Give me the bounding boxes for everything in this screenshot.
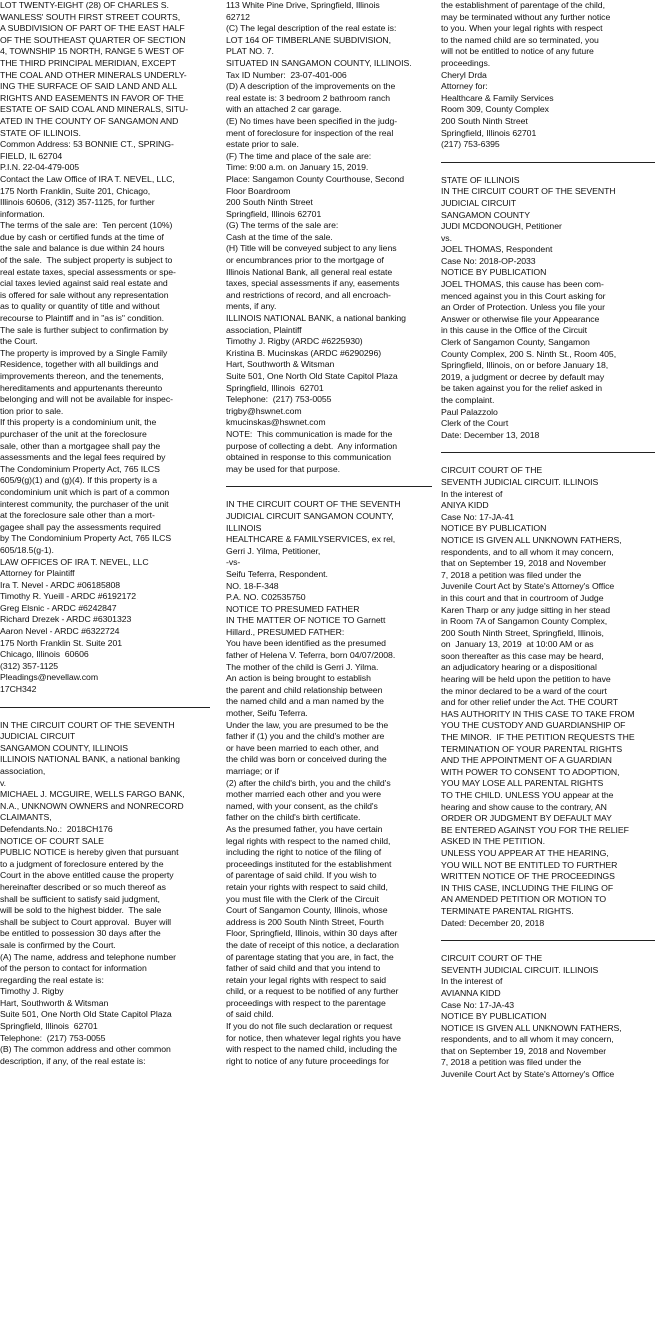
notice-line: MICHAEL J. MCGUIRE, WELLS FARGO BANK, — [0, 789, 185, 800]
notice-line: OF THE SOUTHEAST QUARTER OF SECTION — [0, 34, 186, 45]
notice-line: will be sold to the highest bidder. The sale — [0, 905, 162, 916]
notice-line: by The Condominium Property Act, 765 ILCS — [0, 533, 172, 544]
notice-line: 2019, a judgment or decree by default may — [441, 371, 605, 382]
notice-line: named, with your consent, as the child's — [226, 800, 378, 811]
court-sale-notice-continued — [226, 0, 432, 475]
notice-line: respondents, and to all whom it may concern, — [441, 1034, 614, 1045]
notice-line: If you do not file such declaration or request — [226, 1021, 393, 1032]
notice-line: NOTICE BY PUBLICATION — [441, 1011, 547, 1022]
notice-line: hearing will be held upon the petition to have — [441, 674, 611, 685]
notice-line: ATED IN THE COUNTY OF SANGAMON AND — [0, 115, 179, 126]
notice-line: An action is being brought to establish — [226, 673, 371, 684]
notice-line: YOU MAY LOSE ALL PARENTAL RIGHTS — [441, 778, 604, 789]
notice-line: Court of Sangamon County, Illinois, whose — [226, 905, 388, 916]
notice-line: Hart, Southworth & Witsman — [0, 997, 109, 1008]
notice-line: CIRCUIT COURT OF THE — [441, 465, 543, 476]
notice-line: P.A. NO. C02535750 — [226, 592, 306, 603]
notice-line: Telephone: (217) 753-0055 — [0, 1032, 106, 1043]
foreclosure-notice-nevel — [0, 0, 210, 696]
notice-line: Suite 501, One North Old State Capitol Plaza — [226, 371, 398, 381]
notice-line: Gerri J. Yilma, Petitioner, — [226, 545, 321, 556]
notice-line: TERMINATION OF YOUR PARENTAL RIGHTS — [441, 743, 623, 754]
notice-line: purpose of collecting a debt. Any information — [226, 440, 398, 451]
notice-line: real estate is: 3 bedroom 2 bathroom ranch — [226, 92, 391, 103]
notice-line: LAW OFFICES OF IRA T. NEVEL, LLC — [0, 556, 149, 567]
notice-line: condominium unit which is part of a common — [0, 486, 170, 497]
notice-line: JUDI MCDONOUGH, Petitioner — [441, 221, 562, 232]
notice-line: Clerk of the Court — [441, 418, 509, 429]
notice-line: NO. 18-F-348 — [226, 580, 279, 591]
notice-line: right to notice of any future proceedings for — [226, 1055, 389, 1066]
notice-line: sale, other than a mortgagee shall pay the — [0, 440, 161, 451]
notice-line: Timothy J. Rigby — [0, 986, 64, 997]
notice-line: v. — [0, 777, 7, 788]
notice-line: Illinois National Bank, all general real estate — [226, 266, 393, 277]
column-left — [0, 0, 210, 1335]
notice-line: sale is confirmed by the Court. — [0, 939, 116, 950]
notice-line: STATE OF ILLINOIS — [441, 174, 520, 185]
notice-line: A SUBDIVISION OF PART OF THE EAST HALF — [0, 23, 185, 34]
notice-line: ING THE SURFACE OF SAID LAND AND ALL — [0, 81, 178, 92]
notice-line: NOTICE TO PRESUMED FATHER — [226, 603, 360, 614]
notice-line: assessments and the legal fees required by — [0, 452, 166, 463]
notice-line: IN THIS CASE, INCLUDING THE FILING OF — [441, 882, 614, 893]
notice-line: of parentage of said child. If you wish to — [226, 870, 377, 881]
notice-line: Cheryl Drda — [441, 69, 487, 80]
notice-line: be entitled to possession 30 days after the — [0, 928, 161, 939]
notice-line: belonging and will not be available for inspec- — [0, 394, 173, 405]
notice-line: IN THE CIRCUIT COURT OF THE SEVENTH — [226, 499, 401, 510]
notice-line: an Order of Protection. Unless you file your — [441, 302, 605, 313]
notice-line: (217) 753-6395 — [441, 139, 500, 150]
notice-line: Dated: December 20, 2018 — [441, 917, 545, 928]
notice-line: father on the child's birth certificate. — [226, 812, 361, 823]
notice-line: the child was born or conceived during the — [226, 754, 387, 765]
notice-line: (G) The terms of the sale are: — [226, 220, 339, 231]
notice-line: or have been married to each other, and — [226, 742, 379, 753]
notice-line: Case No: 2018-OP-2033 — [441, 255, 536, 266]
notice-line: of the person to contact for information — [0, 963, 147, 974]
notice-line: Healthcare & Family Services — [441, 92, 554, 103]
notice-line: the sale and balance is due within 24 hours — [0, 243, 165, 254]
notice-line: the minor declared to be a ward of the court — [441, 685, 607, 696]
notice-line: AN AMENDED PETITION OR MOTION TO — [441, 894, 607, 905]
notice-line: Aaron Nevel - ARDC #6322724 — [0, 626, 120, 637]
notice-line: (D) A description of the improvements on the — [226, 81, 396, 92]
notice-line: 7, 2018 a petition was filed under the — [441, 569, 582, 580]
notice-line: Karen Tharp or any judge sitting in her stead — [441, 604, 611, 615]
notice-line: will not be entitled to notice of any future — [441, 46, 594, 57]
notice-line: father of said child and that you intend to — [226, 963, 381, 974]
notice-line: P.I.N. 22-04-479-005 — [0, 162, 80, 173]
notice-line: for notice, then whatever legal rights you have — [226, 1032, 401, 1043]
notice-line: Richard Drezek - ARDC #6301323 — [0, 614, 132, 625]
notice-line: PUBLIC NOTICE is hereby given that pursuant — [0, 847, 179, 858]
notice-line: SEVENTH JUDICIAL CIRCUIT. ILLINOIS — [441, 476, 599, 487]
notice-line: Date: December 13, 2018 — [441, 429, 540, 440]
notice-line: (B) The common address and other common — [0, 1044, 171, 1055]
notice-line: The sale is further subject to confirmation by — [0, 324, 169, 335]
notice-line: purchaser of the unit at the foreclosure — [0, 428, 147, 439]
notice-line: ASKED IN THE PETITION. — [441, 836, 545, 847]
notice-divider — [441, 940, 655, 941]
notice-line: on January 13, 2019 at 10:00 AM or as — [441, 639, 594, 650]
notice-line: Cash at the time of the sale. — [226, 231, 333, 242]
notice-line: Springfield, Illinois, on or before January 18, — [441, 360, 609, 371]
notice-line: the establishment of parentage of the child, — [441, 0, 605, 10]
notice-line: LOT 164 OF TIMBERLANE SUBDIVISION, — [226, 34, 392, 45]
notice-line: NOTICE IS GIVEN ALL UNKNOWN FATHERS, — [441, 534, 622, 545]
notice-line: SITUATED IN SANGAMON COUNTY, ILLINOIS. — [226, 57, 412, 68]
notice-line: Answer or otherwise file your Appearance — [441, 313, 600, 324]
notice-line: ments, if any. — [226, 301, 277, 312]
notice-line: Illinois 60606, (312) 357-1125, for further — [0, 197, 155, 208]
notice-line: THE COAL AND OTHER MINERALS UNDERLY- — [0, 69, 187, 80]
notice-divider — [226, 486, 432, 487]
notice-line: IN THE CIRCUIT COURT OF THE SEVENTH — [0, 719, 175, 730]
notice-line: PLAT NO. 7. — [226, 46, 274, 57]
notice-line: Clerk of Sangamon County, Sangamon — [441, 337, 590, 348]
notice-line: (A) The name, address and telephone number — [0, 951, 176, 962]
notice-line: may be terminated without any further notice — [441, 11, 611, 22]
notice-line: is offered for sale without any representation — [0, 289, 169, 300]
column-right — [441, 0, 655, 1335]
notice-line: ILLINOIS NATIONAL BANK, a national banking — [0, 754, 180, 765]
notice-line: Attorney for: — [441, 81, 488, 92]
juvenile-notice-aniya-kidd — [441, 465, 655, 929]
notice-line: and for other relief under the Act. THE COURT — [441, 697, 619, 708]
notice-line: 62712 — [226, 11, 250, 22]
notice-line: that on September 19, 2018 and November — [441, 1045, 607, 1056]
notice-line: Juvenile Court Act by State's Attorney's Office — [441, 1069, 615, 1080]
notice-line: JOEL THOMAS, this cause has been com- — [441, 279, 604, 290]
notice-line: RIGHTS AND EASEMENTS IN FAVOR OF THE — [0, 92, 184, 103]
notice-line: The property is improved by a Single Family — [0, 347, 168, 358]
notice-line: of parentage stating that you are, in fact, the — [226, 951, 394, 962]
notice-line: an adjudicatory hearing or a dispositional — [441, 662, 597, 673]
notice-line: Kristina B. Mucinskas (ARDC #6290296) — [226, 347, 382, 358]
notice-line: Court in the above entitled cause the property — [0, 870, 174, 881]
notice-line: (F) The time and place of the sale are: — [226, 150, 372, 161]
notice-line: in this court and that in courtroom of Judge — [441, 592, 604, 603]
notice-line: Floor Boardroom — [226, 185, 291, 196]
notice-line: may be used for that purpose. — [226, 463, 340, 474]
notice-line: Juvenile Court Act by State's Attorney's Office — [441, 581, 615, 592]
notice-line: IN THE CIRCUIT COURT OF THE SEVENTH — [441, 186, 616, 197]
notice-line: (H) Title will be conveyed subject to any liens — [226, 243, 397, 254]
notice-line: WRITTEN NOTICE OF THE PROCEEDINGS — [441, 871, 615, 882]
notice-line: The Condominium Property Act, 765 ILCS — [0, 463, 160, 474]
notice-divider — [441, 452, 655, 453]
notice-line: shall be sufficient to satisfy said judgment, — [0, 893, 160, 904]
notice-line: you must file with the Clerk of the Circuit — [226, 893, 379, 904]
notice-line: interest community, the purchaser of the unit — [0, 498, 169, 509]
notice-line: and restrictions of record, and all encroach- — [226, 289, 391, 300]
notice-line: 605/18.5(g-1). — [0, 544, 54, 555]
notice-line: Floor, Springfield, Illinois, within 30 days after — [226, 928, 398, 939]
notice-line: AVIANNA KIDD — [441, 987, 501, 998]
notice-line: WANLESS' SOUTH FIRST STREET COURTS, — [0, 11, 181, 22]
notice-line: SANGAMON COUNTY, ILLINOIS — [0, 742, 128, 753]
notice-line: the Court. — [0, 336, 38, 347]
notice-line: Under the law, you are presumed to be the — [226, 719, 389, 730]
notice-line: with an attached 2 car garage. — [226, 104, 342, 115]
notice-line: (E) No times have been specified in the judg- — [226, 115, 398, 126]
notice-line: 4, TOWNSHIP 15 NORTH, RANGE 5 WEST OF — [0, 46, 185, 57]
notice-line: In the interest of — [441, 488, 503, 499]
notice-line: real estate taxes, special assessments or spe- — [0, 266, 176, 277]
notice-line: If this property is a condominium unit, the — [0, 417, 157, 428]
order-of-protection-notice — [441, 175, 655, 442]
notice-line: legal rights with respect to the named child, — [226, 835, 391, 846]
notice-line: association, — [0, 766, 46, 776]
notice-line: CLAIMANTS, — [0, 812, 52, 823]
presumed-father-notice — [226, 499, 432, 1067]
notice-line: description, if any, of the real estate is: — [0, 1055, 146, 1066]
notice-line: ANIYA KIDD — [441, 500, 489, 511]
court-sale-notice-mcguire — [0, 720, 210, 1068]
notice-line: or encumbrances prior to the mortgage of — [226, 255, 384, 266]
notice-line: County Complex, 200 S. Ninth St., Room 405, — [441, 348, 617, 359]
notice-line: Suite 501, One North Old State Capitol Plaza — [0, 1009, 172, 1020]
notice-line: NOTICE BY PUBLICATION — [441, 267, 547, 278]
notice-line: FIELD, IL 62704 — [0, 150, 63, 161]
notice-line: hereinafter described or so much thereof as — [0, 881, 166, 892]
notice-line: trigby@hswnet.com — [226, 405, 302, 416]
notice-line: As the presumed father, you have certain — [226, 823, 383, 834]
notice-line: You have been identified as the presumed — [226, 638, 386, 649]
notice-line: shall be subject to Court approval. Buyer will — [0, 916, 172, 927]
notice-line: JUDICIAL CIRCUIT — [441, 197, 517, 208]
notice-line: Ira T. Nevel - ARDC #06185808 — [0, 579, 121, 590]
notice-line: regarding the real estate is: — [0, 974, 104, 985]
notice-line: Springfield, Illinois 62701 — [441, 127, 537, 138]
notice-line: Springfield, Illinois 62701 — [226, 208, 322, 219]
notice-line: soon thereafter as this case may be heard, — [441, 650, 604, 661]
notice-line: TERMINATE PARENTAL RIGHTS. — [441, 905, 574, 916]
notice-line: cial taxes levied against said real estate and — [0, 278, 168, 289]
notice-line: at the foreclosure sale other than a mort- — [0, 510, 155, 521]
notice-line: tion prior to sale. — [0, 405, 64, 416]
notice-line: in this cause in the Office of the Circuit — [441, 325, 587, 336]
notice-line: to you. When your legal rights with respect — [441, 23, 603, 34]
notice-line: YOU WILL NOT BE ENTITLED TO FURTHER — [441, 859, 618, 870]
notice-line: UNLESS YOU APPEAR AT THE HEARING, — [441, 847, 609, 858]
notice-line: TO THE CHILD. UNLESS YOU appear at the — [441, 790, 614, 800]
notice-line: 175 North Franklin, Suite 201, Chicago, — [0, 185, 151, 196]
juvenile-notice-avianna-kidd — [441, 953, 655, 1081]
notice-line: SANGAMON COUNTY — [441, 209, 531, 220]
notice-line: ILLINOIS — [226, 522, 262, 533]
notice-line: be taken against you for the relief asked in — [441, 383, 603, 394]
notice-divider — [441, 162, 655, 163]
notice-line: AND THE APPOINTMENT OF A GUARDIAN — [441, 755, 612, 766]
notice-line: LOT TWENTY-EIGHT (28) OF CHARLES S. — [0, 0, 169, 10]
notice-line: THE THIRD PRINCIPAL MERIDIAN, EXCEPT — [0, 57, 177, 68]
notice-line: the parent and child relationship between — [226, 684, 383, 695]
notice-line: Case No: 17-JA-41 — [441, 511, 515, 522]
notice-line: 200 South Ninth Street, Springfield, Illinois, — [441, 627, 604, 638]
presumed-father-notice-continued — [441, 0, 655, 151]
notice-line: father if (1) you and the child's mother are — [226, 731, 385, 742]
notice-line: mother, Seifu Teferra. — [226, 708, 308, 719]
notice-line: YOU THE CUSTODY AND GUARDIANSHIP OF — [441, 720, 626, 731]
notice-line: to the named child are so terminated, you — [441, 34, 599, 45]
notice-line: Attorney for Plaintiff — [0, 568, 75, 579]
notice-line: 175 North Franklin St. Suite 201 — [0, 637, 123, 648]
notice-line: proceedings with respect to the parentage — [226, 997, 386, 1008]
notice-line: Hillard., PRESUMED FATHER: — [226, 626, 345, 637]
notice-line: Springfield, Illinois 62701 — [0, 1021, 98, 1032]
notice-line: with respect to the named child, including the — [226, 1044, 398, 1055]
notice-line: Springfield, Illinois 62701 — [226, 382, 324, 393]
notice-line: retain your legal rights with respect to said — [226, 974, 386, 985]
notice-line: Telephone: (217) 753-0055 — [226, 394, 332, 405]
notice-line: NOTICE BY PUBLICATION — [441, 523, 547, 534]
notice-line: due by cash or certified funds at the time of — [0, 231, 164, 242]
notice-line: Case No: 17-JA-43 — [441, 999, 515, 1010]
notice-line: as to quality or quantity of title and without — [0, 301, 160, 312]
notice-line: Common Address: 53 BONNIE CT., SPRING- — [0, 139, 174, 150]
notice-line: 113 White Pine Drive, Springfield, Illinois — [226, 0, 380, 10]
notice-line: the named child and a man named by the — [226, 696, 384, 707]
notice-line: the date of receipt of this notice, a declaration — [226, 939, 399, 950]
notice-line: in Room 7A of Sangamon County Complex, — [441, 616, 608, 627]
notice-line: of the sale. The subject property is subject to — [0, 255, 173, 266]
notice-line: JOEL THOMAS, Respondent — [441, 244, 553, 255]
notice-line: NOTICE OF COURT SALE — [0, 835, 104, 846]
notice-line: kmucinskas@hswnet.com — [226, 417, 326, 428]
notice-line: JUDICIAL CIRCUIT — [0, 731, 76, 742]
notice-line: address is 200 South Ninth Street, Fourth — [226, 916, 384, 927]
notice-line: CIRCUIT COURT OF THE — [441, 953, 543, 964]
notice-line: Residence, together with all buildings and — [0, 359, 159, 370]
notice-line: Timothy J. Rigby (ARDC #6225930) — [226, 336, 363, 347]
notice-line: Pleadings@nevellaw.com — [0, 672, 99, 683]
notice-line: including the right to notice of the filing of — [226, 847, 382, 858]
notice-line: 17CH342 — [0, 684, 37, 695]
notice-line: proceedings. — [441, 57, 491, 68]
notice-line: (2) after the child's birth, you and the child's — [226, 777, 391, 788]
notice-line: taxes, special assessments if any, easements — [226, 278, 400, 289]
notice-line: estate prior to sale. — [226, 139, 299, 150]
notice-line: Room 309, County Complex — [441, 104, 549, 115]
notice-line: of said child. — [226, 1009, 274, 1020]
notice-line: BE ENTERED AGAINST YOU FOR THE RELIEF — [441, 824, 629, 835]
notice-line: marriage; or if — [226, 766, 279, 776]
notice-line: obtained in response to this communication — [226, 452, 391, 463]
notice-line: HAS AUTHORITY IN THIS CASE TO TAKE FROM — [441, 708, 635, 719]
notice-line: THE MINOR. IF THE PETITION REQUESTS THE — [441, 732, 635, 743]
notice-line: JUDICIAL CIRCUIT SANGAMON COUNTY, — [226, 510, 394, 521]
notice-line: hearing and show cause to the contrary, AN — [441, 801, 607, 812]
notice-line: Seifu Teferra, Respondent. — [226, 568, 328, 579]
notice-line: Defendants.No.: 2018CH176 — [0, 823, 113, 834]
notice-line: NOTE: This communication is made for the — [226, 428, 393, 439]
notice-line: Hart, Southworth & Witsman — [226, 359, 335, 370]
notice-line: hereditaments and appurtenants thereunto — [0, 382, 163, 393]
notice-line: NOTICE IS GIVEN ALL UNKNOWN FATHERS, — [441, 1022, 622, 1033]
notice-line: mother married each other and you were — [226, 789, 382, 800]
notice-line: Timothy R. Yueill - ARDC #6192172 — [0, 591, 136, 602]
notice-line: Greg Elsnic - ARDC #6242847 — [0, 602, 117, 613]
notice-line: vs. — [441, 232, 452, 243]
notice-line: (C) The legal description of the real estate is: — [226, 23, 397, 34]
notice-line: ILLINOIS NATIONAL BANK, a national banking — [226, 313, 406, 324]
notice-line: Contact the Law Office of IRA T. NEVEL, LLC, — [0, 173, 175, 184]
notice-line: Place: Sangamon County Courthouse, Second — [226, 173, 405, 184]
notice-line: -vs- — [226, 557, 241, 568]
notice-line: proceedings instituted for the establishment — [226, 858, 392, 869]
notice-divider — [0, 707, 210, 708]
notice-line: Time: 9:00 a.m. on January 15, 2019. — [226, 162, 369, 173]
notice-line: ment of foreclosure for inspection of the real — [226, 127, 394, 138]
notice-line: STATE OF ILLINOIS. — [0, 127, 81, 138]
notice-line: HEALTHCARE & FAMILYSERVICES, ex rel, — [226, 534, 396, 545]
notice-line: menced against you in this Court asking for — [441, 290, 606, 301]
notice-line: improvements thereon, and the tenements, — [0, 371, 164, 381]
notice-line: SEVENTH JUDICIAL CIRCUIT. ILLINOIS — [441, 964, 599, 975]
notice-line: Chicago, Illinois 60606 — [0, 649, 89, 660]
notice-line: In the interest of — [441, 976, 503, 987]
notice-line: (312) 357-1125 — [0, 660, 59, 671]
notice-line: that on September 19, 2018 and November — [441, 558, 607, 569]
notice-line: The terms of the sale are: Ten percent (10%) — [0, 220, 173, 231]
notice-line: 7, 2018 a petition was filed under the — [441, 1057, 582, 1068]
notice-line: The mother of the child is Gerri J. Yilma. — [226, 661, 379, 672]
notice-line: ESTATE OF SAID COAL AND MINERALS, SITU- — [0, 104, 189, 115]
notice-line: gagee shall pay the assessments required — [0, 521, 161, 532]
notice-line: to a judgment of foreclosure entered by the — [0, 858, 164, 869]
column-middle — [226, 0, 432, 1335]
notice-line: information. — [0, 208, 45, 219]
notice-line: association, Plaintiff — [226, 324, 302, 335]
notice-line: WITH POWER TO CONSENT TO ADOPTION, — [441, 766, 620, 777]
notice-line: child, or a request to be notified of any further — [226, 986, 399, 997]
notice-line: father of Helena V. Teferra, born 04/07/2008. — [226, 650, 396, 661]
notice-line: ORDER OR JUDGMENT BY DEFAULT MAY — [441, 813, 612, 824]
notice-line: recourse to Plaintiff and in "as is" condition. — [0, 313, 164, 324]
notice-line: respondents, and to all whom it may concern, — [441, 546, 614, 557]
notice-line: the complaint. — [441, 395, 495, 405]
notice-line: Paul Palazzolo — [441, 406, 498, 417]
notice-line: IN THE MATTER OF NOTICE TO Garnett — [226, 615, 386, 626]
notice-line: 200 South Ninth Street — [441, 115, 528, 126]
notice-line: 605/9(g)(1) and (g)(4). If this property is a — [0, 475, 158, 486]
notice-line: retain your rights with respect to said child, — [226, 881, 388, 892]
notice-line: 200 South Ninth Street — [226, 197, 313, 208]
notice-line: N.A., UNKNOWN OWNERS and NONRECORD — [0, 800, 184, 811]
notice-line: Tax ID Number: 23-07-401-006 — [226, 69, 347, 80]
